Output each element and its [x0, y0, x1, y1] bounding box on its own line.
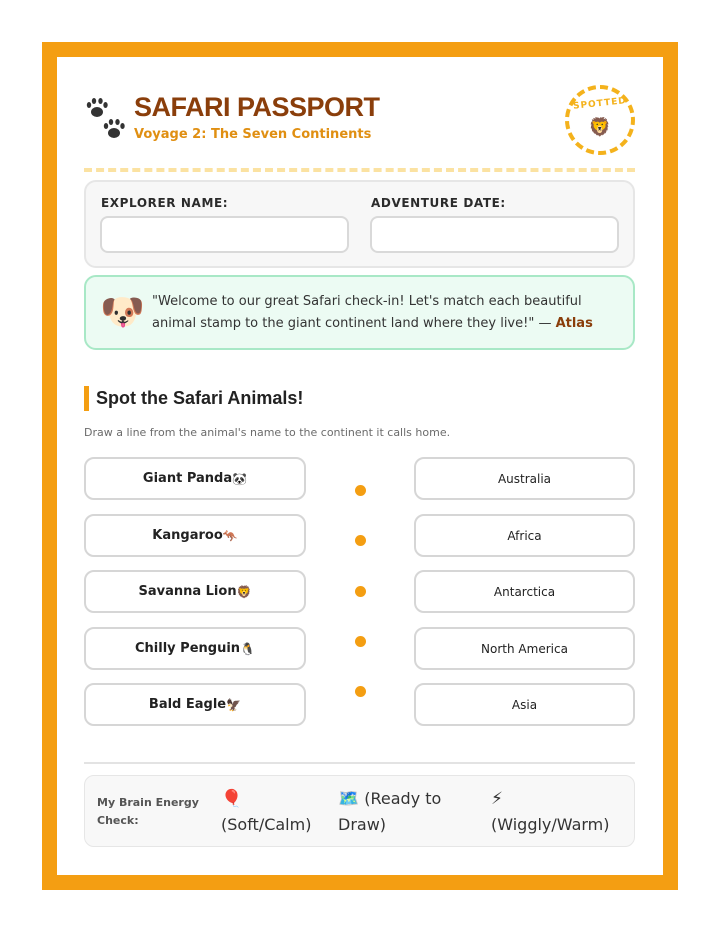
adventure-date-field[interactable]	[370, 216, 619, 253]
continent-card-asia[interactable]	[414, 683, 635, 726]
connector-dot[interactable]	[355, 535, 366, 546]
stamp-label: SPOTTED	[572, 96, 628, 112]
header-divider	[84, 168, 635, 172]
continent-card-antarctica[interactable]	[414, 570, 635, 613]
animal-name: Savanna Lion	[138, 584, 237, 599]
section-title: Spot the Safari Animals!	[96, 388, 304, 408]
animal-name: Bald Eagle	[148, 697, 227, 712]
dog-icon: 🐶	[100, 292, 145, 333]
energy-option-ready[interactable]	[338, 786, 478, 837]
connector-dot[interactable]	[355, 636, 366, 647]
welcome-author: Atlas	[555, 316, 593, 331]
explorer-name-field[interactable]	[100, 216, 349, 253]
eagle-icon: 🦅	[226, 697, 242, 712]
energy-option-text: (Ready to Draw)	[338, 789, 442, 834]
spotted-stamp	[565, 85, 635, 155]
continent-card-australia[interactable]	[414, 457, 635, 500]
animal-name: Chilly Penguin	[135, 641, 241, 656]
animal-name: Giant Panda	[142, 471, 233, 486]
paw-prints-icon	[84, 97, 128, 141]
continent-name: Australia	[497, 471, 552, 486]
animal-card-panda[interactable]	[84, 457, 306, 500]
page-title: SAFARI PASSPORT	[134, 92, 380, 122]
panda-icon: 🐼	[232, 471, 248, 486]
energy-option-text: (Soft/Calm)	[221, 815, 312, 834]
welcome-text	[152, 291, 626, 335]
connector-dot[interactable]	[355, 586, 366, 597]
kangaroo-icon: 🦘	[222, 528, 238, 543]
lightning-icon: ⚡	[491, 789, 503, 809]
animal-card-eagle[interactable]	[84, 683, 306, 726]
welcome-note	[84, 275, 635, 350]
connector-dot[interactable]	[355, 485, 366, 496]
connector-dot[interactable]	[355, 686, 366, 697]
continent-name: Asia	[511, 697, 538, 712]
section-accent-bar	[84, 386, 89, 411]
animal-name: Kangaroo	[152, 528, 223, 543]
continent-name: North America	[481, 641, 568, 656]
continent-card-africa[interactable]	[414, 514, 635, 557]
welcome-quote: "Welcome to our great Safari check-in! Let's match each beautiful animal stamp to the giant continent land where they live!" —	[152, 294, 582, 331]
section-instructions: Draw a line from the animal's name to the continent it calls home.	[84, 426, 451, 439]
continent-card-north-america[interactable]	[414, 627, 635, 670]
energy-check-label: My Brain Energy Check:	[97, 796, 199, 827]
energy-option-text: (Wiggly/Warm)	[491, 815, 610, 834]
animal-card-kangaroo[interactable]	[84, 514, 306, 557]
balloon-icon: 🎈	[221, 789, 243, 809]
explorer-name-label: EXPLORER NAME:	[101, 196, 229, 210]
lion-icon: 🦁	[588, 117, 612, 138]
page-subtitle: Voyage 2: The Seven Continents	[134, 127, 372, 142]
animal-card-penguin[interactable]	[84, 627, 306, 670]
section-divider	[84, 762, 635, 764]
energy-option-calm[interactable]	[221, 786, 331, 837]
energy-option-wiggly[interactable]	[491, 786, 631, 837]
map-icon: 🗺️	[338, 789, 360, 809]
continent-name: Africa	[507, 528, 542, 543]
penguin-icon: 🐧	[240, 641, 255, 656]
lion-icon: 🦁	[236, 584, 252, 599]
animal-card-lion[interactable]	[84, 570, 306, 613]
continent-name: Antarctica	[493, 584, 556, 599]
energy-check-panel	[84, 775, 635, 847]
adventure-date-label: ADVENTURE DATE:	[371, 196, 506, 210]
